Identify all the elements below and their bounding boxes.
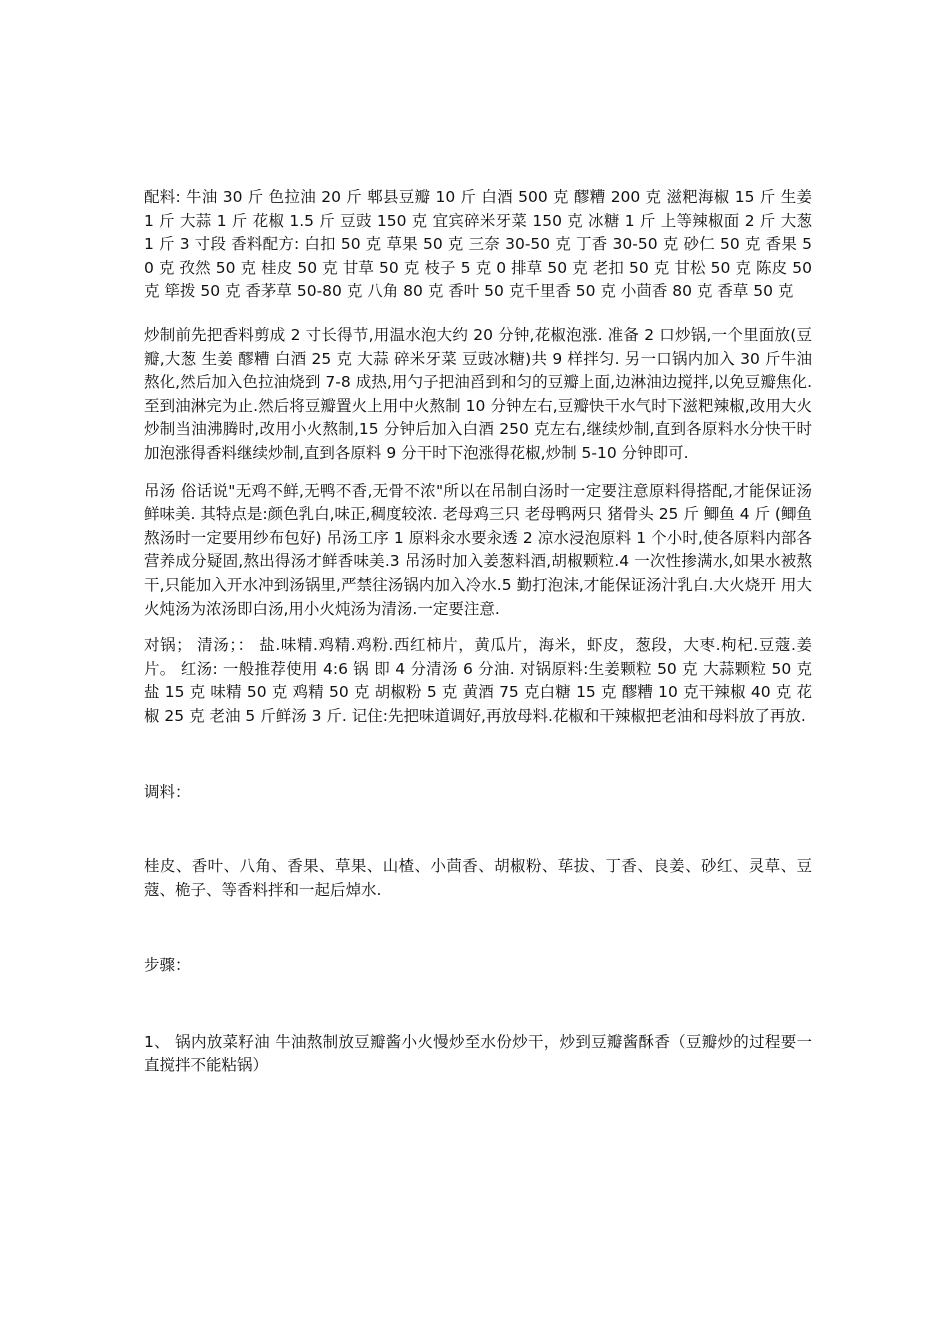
step-1-paragraph: 1、 锅内放菜籽油 牛油熬制放豆瓣酱小火慢炒至水份炒干，炒到豆瓣酱酥香（豆瓣炒的过程要一直搅拌不能粘锅） [144, 1032, 812, 1075]
soup-stock-paragraph: 吊汤 俗话说"无鸡不鲜,无鸭不香,无骨不浓"所以在吊制白汤时一定要注意原料得搭配,才能保证汤鲜味美. 其特点是:颜色乳白,味正,稠度较浓. 老母鸡三只 老母鸭两只 猪骨头 25 斤 鲫鱼 4 斤 (鲫鱼熬汤时一定要用纱布包好) 吊汤工序 1 原料汆水要汆透 2 凉水浸泡原料 1 个小时,使各原料内部各营养成分疑固,熬出得汤才鲜香味美.3 吊汤时加入姜葱料酒,胡椒颗粒.4 一次性掺满水,如果水被熬干,只能加入开水冲到汤锅里,严禁往汤锅内加入冷水.5 勤打泡沫,才能保证汤汁乳白.大火烧开 用大火炖汤为浓汤即白汤,用小火炖汤为清汤.一定要注意. [144, 481, 812, 618]
seasoning-heading: 调料： [144, 783, 191, 802]
steps-heading: 步骤： [144, 956, 191, 975]
spices-paragraph: 桂皮、香叶、八角、香果、草果、山楂、小茴香、胡椒粉、荜拔、丁香、良姜、砂红、灵草、豆蔻、桅子、等香料拌和一起后焯水. [144, 857, 812, 899]
frying-method-paragraph: 炒制前先把香料剪成 2 寸长得节,用温水泡大约 20 分钟,花椒泡涨. 准备 2 口炒锅,一个里面放(豆瓣,大葱 生姜 醪糟 白酒 25 克 大蒜 碎米牙菜 豆豉冰糖)共 9 样拌匀. 另一口锅内加入 30 斤牛油熬化,然后加入色拉油烧到 7-8 成热,用勺子把油舀到和匀的豆瓣上面,边淋油边搅拌,以免豆瓣焦化.至到油淋完为止.然后将豆瓣置火上用中火熬制 10 分钟左右,豆瓣快干水气时下滋粑辣椒,改用大火炒制当油沸腾时,改用小火熬制,15 分钟后加入白酒 250 克左右,继续炒制,直到各原料水分快干时加泡涨得香料继续炒制,直到各原料 9 分干时下泡涨得花椒,炒制 5-10 分钟即可. [144, 325, 812, 462]
pot-mixing-paragraph: 对锅； 清汤；： 盐.味精.鸡精.鸡粉.西红柿片，黄瓜片，海米，虾皮，葱段，大枣.枸杞.豆蔻.姜片。 红汤: 一般推荐使用 4:6 锅 即 4 分清汤 6 分油. 对锅原料:生姜颗粒 50 克 大蒜颗粒 50 克 盐 15 克 味精 50 克 鸡精 50 克 胡椒粉 5 克 黄酒 75 克白糖 15 克 醪糟 10 克干辣椒 40 克 花椒 25 克 老油 5 斤鲜汤 3 斤. 记住:先把味道调好,再放母料.花椒和干辣椒把老油和母料放了再放. [144, 636, 812, 725]
document-body [144, 186, 812, 1078]
ingredients-paragraph: 配料: 牛油 30 斤 色拉油 20 斤 郫县豆瓣 10 斤 白酒 500 克 醪糟 200 克 滋粑海椒 15 斤 生姜 1 斤 大蒜 1 斤 花椒 1.5 斤 豆豉 150 克 宜宾碎米牙菜 150 克 冰糖 1 斤 上等辣椒面 2 斤 大葱 1 斤 3 寸段 香料配方: 白扣 50 克 草果 50 克 三奈 30-50 克 丁香 30-50 克 砂仁 50 克 香果 50 克 孜然 50 克 桂皮 50 克 甘草 50 克 枝子 5 克 0 排草 50 克 老扣 50 克 甘松 50 克 陈皮 50 克 筚拨 50 克 香茅草 50-80 克 八角 80 克 香叶 50 克千里香 50 克 小茴香 80 克 香草 50 克 [144, 188, 812, 301]
